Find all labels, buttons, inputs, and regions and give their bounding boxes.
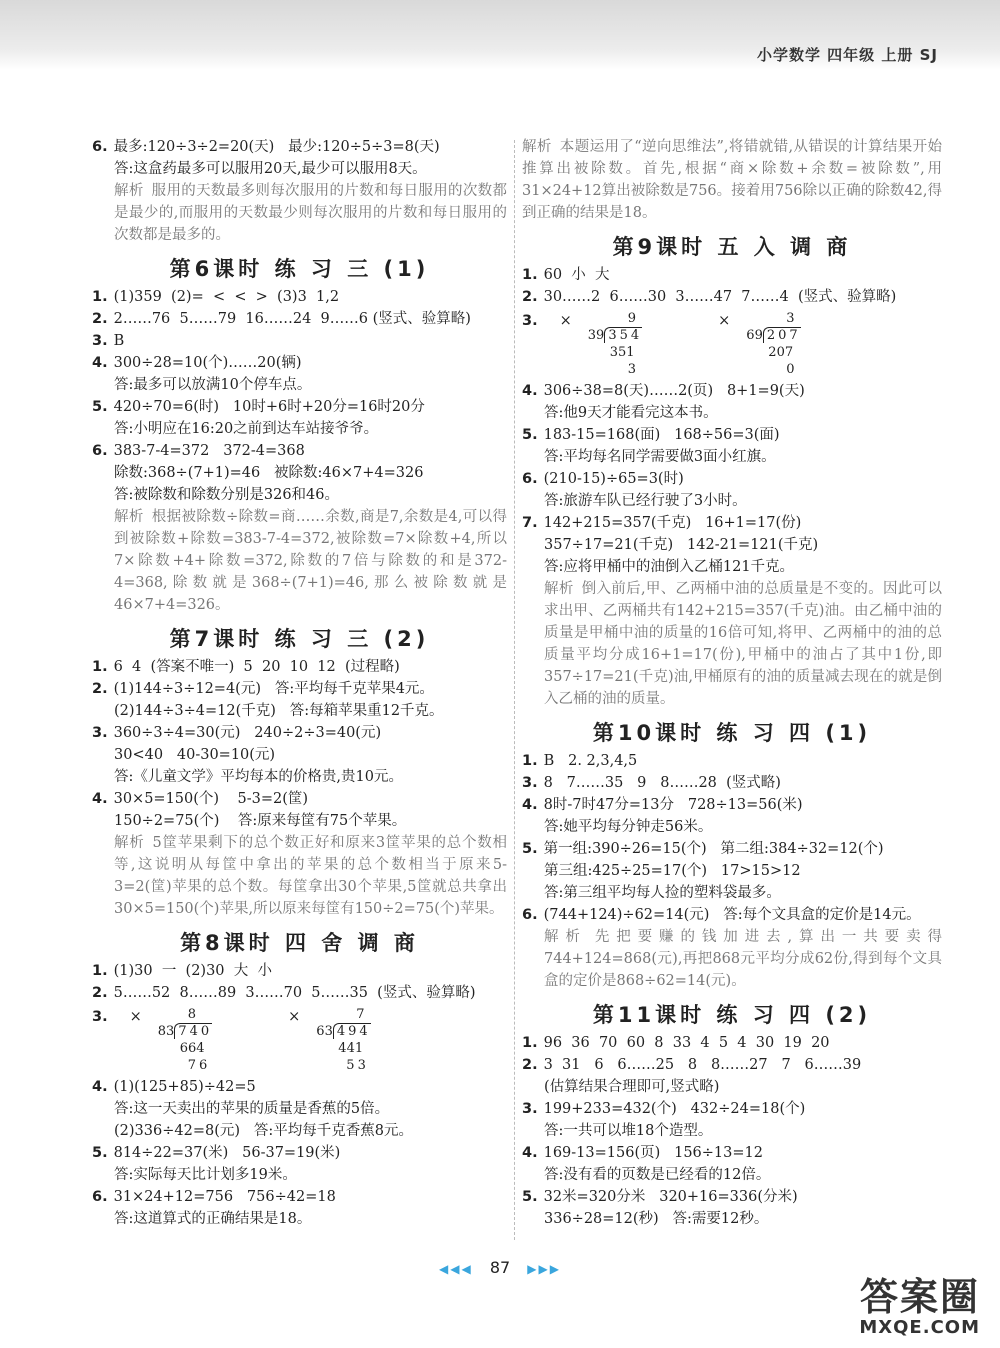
answer-line: [92, 960, 507, 982]
answer-line: [92, 440, 507, 462]
answer-text: 答:第三组平均每人捡的塑料袋最多。: [544, 885, 781, 901]
question-number: 4.: [522, 797, 538, 813]
answer-text: 30<40 40-30=10(元): [114, 747, 276, 763]
answer-line: [522, 1054, 942, 1076]
answer-text: (1)(125+85)÷42=5: [113, 1079, 256, 1095]
answer-line: [522, 882, 942, 904]
long-division-4: 3 69 207 207 0: [746, 311, 801, 377]
answer-line: [92, 418, 507, 440]
prev-arrows-icon: ◀◀◀: [439, 1262, 473, 1276]
section-title-lesson-9: 第9课时 五 入 调 商: [612, 235, 852, 259]
answer-line: [522, 286, 942, 308]
page-footer: [0, 1258, 1000, 1277]
answer-text: 60 小 大: [543, 267, 610, 283]
answer-line: [522, 1208, 942, 1230]
answer-line: [522, 794, 942, 816]
question-number: 3.: [522, 1101, 538, 1117]
answer-text: 答:应将甲桶中的油倒入乙桶121千克。: [544, 559, 795, 575]
question-number: 3.: [92, 725, 108, 741]
answer-line: [522, 556, 942, 578]
answer-line: [522, 1164, 942, 1186]
page-number: 87: [489, 1258, 511, 1277]
answer-text: (1)144÷3÷12=4(元) 答:平均每千克苹果4元。: [113, 681, 434, 697]
lesson-9-answers-2: [522, 380, 942, 578]
answer-line: [92, 352, 507, 374]
answer-line: [92, 462, 507, 484]
answer-text: 360÷3÷4=30(元) 240÷2÷3=40(元): [113, 725, 382, 741]
section-title-lesson-11: 第11课时 练 习 四 (2): [592, 1003, 872, 1027]
answer-text: 答:她平均每分钟走56米。: [544, 819, 713, 835]
right-column: [522, 136, 942, 1230]
left-q6-analysis: 解析 服用的天数最多则每次服用的片数和每日服用的次数都是最少的,而服用的天数最少则每次服用的片数和每日服用的次数都是最多的。: [114, 183, 507, 243]
answer-text: 8 7……35 9 8……28 (竖式略): [543, 775, 781, 791]
lesson-6-analysis: 解析 根据被除数÷除数=商……余数,商是7,余数是4,可以得到被除数+除数=383-7-4=372,被除数=7×除数+4,所以7×除数+4+除数=372,除数的7倍与除数的和是372-4=368,除数就是368÷(7+1)=46,那么被除数就是46×7+4=326。: [114, 509, 508, 613]
answer-line: [522, 380, 942, 402]
question-number: 4.: [92, 791, 108, 807]
answer-line: [522, 402, 942, 424]
answer-line: [92, 1164, 507, 1186]
answer-text: 答:被除数和除数分别是326和46。: [114, 487, 340, 503]
answer-line: [522, 1186, 942, 1208]
answer-line: [522, 446, 942, 468]
answer-text: 答:这道算式的正确结果是18。: [114, 1211, 312, 1227]
answer-text: B: [113, 333, 125, 349]
answer-text: 5……52 8……89 3……70 5……35 (竖式、验算略): [113, 985, 476, 1001]
answer-line: [522, 860, 942, 882]
left-q6-line1: 6. 最多:120÷3÷2=20(天) 最少:120÷5÷3=8(天): [92, 139, 440, 155]
question-number: 4.: [92, 1079, 108, 1095]
answer-line: [92, 1120, 507, 1142]
question-number: 1.: [92, 289, 108, 305]
answer-text: (2)144÷3÷4=12(千克) 答:每箱苹果重12千克。: [114, 703, 444, 719]
question-number: 5.: [92, 399, 108, 415]
question-number: 6.: [92, 443, 108, 459]
question-number: 4.: [92, 355, 108, 371]
question-number: 2.: [92, 985, 108, 1001]
answer-text: 第一组:390÷26=15(个) 第二组:384÷32=12(个): [543, 841, 884, 857]
answer-text: 第三组:425÷25=17(个) 17>15>12: [544, 863, 801, 879]
answer-text: 306÷38=8(天)……2(页) 8+1=9(天): [543, 383, 805, 399]
lesson-10-answers: [522, 750, 942, 926]
answer-text: 383-7-4=372 372-4=368: [113, 443, 305, 459]
question-number: 2.: [522, 289, 538, 305]
answer-line: [92, 374, 507, 396]
answer-text: 3 31 6 6……25 8 8……27 7 6……39: [543, 1057, 862, 1073]
answer-text: 答:实际每天比计划多19米。: [114, 1167, 297, 1183]
question-number: 6.: [522, 907, 538, 923]
answer-text: 答:平均每名同学需要做3面小红旗。: [544, 449, 776, 465]
answer-text: 183-15=168(面) 168÷56=3(面): [543, 427, 780, 443]
answer-text: 答:小明应在16:20之前到达车站接爷爷。: [114, 421, 379, 437]
answer-text: 答:一共可以堆18个造型。: [544, 1123, 713, 1139]
question-number: 7.: [522, 515, 538, 531]
question-number: 2.: [522, 1057, 538, 1073]
answer-line: [522, 1032, 942, 1054]
answer-line: [92, 308, 507, 330]
answer-line: [92, 788, 507, 810]
answer-text: 814÷22=37(米) 56-37=19(米): [113, 1145, 341, 1161]
answer-text: (1)359 (2)= < < > (3)3 1,2: [113, 289, 340, 305]
question-number: 4.: [522, 1145, 538, 1161]
answer-line: [522, 1076, 942, 1098]
answer-line: [92, 1208, 507, 1230]
answer-text: 31×24+12=756 756÷42=18: [113, 1189, 336, 1205]
question-number: 2.: [92, 681, 108, 697]
question-number: 5.: [522, 427, 538, 443]
answer-line: [522, 1120, 942, 1142]
answer-line: [522, 424, 942, 446]
answer-line: [522, 772, 942, 794]
answer-text: 2……76 5……79 16……24 9……6 (竖式、验算略): [113, 311, 471, 327]
right-top-analysis: 解析 本题运用了“逆向思维法”,将错就错,从错误的计算结果开始推算出被除数。首先,根据“商×除数+余数=被除数”,用31×24+12算出被除数是756。接着用756除以正确的除数42,得到正确的结果是18。: [522, 139, 943, 221]
next-arrows-icon: ▶▶▶: [527, 1262, 561, 1276]
answer-text: (估算结果合理即可,竖式略): [544, 1079, 720, 1095]
answer-line: [92, 722, 507, 744]
question-number: 1.: [92, 963, 108, 979]
lesson-8-q3-long-division: 3. × 8 83 740 664 76 × 7 63 494 441 53: [92, 1007, 371, 1073]
answer-text: 142+215=357(千克) 16+1=17(份): [543, 515, 802, 531]
lesson-8-answers-2: [92, 1076, 507, 1230]
answer-text: 199+233=432(个) 432÷24=18(个): [543, 1101, 806, 1117]
question-number: 3.: [92, 333, 108, 349]
answer-text: 答:最多可以放满10个停车点。: [114, 377, 312, 393]
answer-line: [522, 264, 942, 286]
answer-text: 6 4 (答案不唯一) 5 20 10 12 (过程略): [113, 659, 400, 675]
answer-line: [522, 512, 942, 534]
answer-text: (744+124)÷62=14(元) 答:每个文具盒的定价是14元。: [543, 907, 921, 923]
header-title: 小学数学 四年级 上册 SJ: [756, 46, 938, 64]
question-number: 5.: [92, 1145, 108, 1161]
page-header: [0, 0, 1000, 70]
lesson-7-answers: [92, 656, 507, 832]
answer-text: 答:旅游车队已经行驶了3小时。: [544, 493, 747, 509]
question-number: 2.: [92, 311, 108, 327]
answer-text: 30……2 6……30 3……47 7……4 (竖式、验算略): [543, 289, 897, 305]
answer-line: [522, 1142, 942, 1164]
lesson-9-q3-long-division: 3. × 9 39 354 351 3 × 3 69 207 207 0: [522, 311, 801, 377]
watermark-logo: [859, 1277, 980, 1338]
answer-text: 32米=320分米 320+16=336(分米): [543, 1189, 798, 1205]
column-divider: [514, 140, 515, 1240]
answer-text: 除数:368÷(7+1)=46 被除数:46×7+4=326: [114, 465, 424, 481]
answer-text: 96 36 70 60 8 33 4 5 4 30 19 20: [543, 1035, 830, 1051]
answer-line: [92, 766, 507, 788]
answer-text: 336÷28=12(秒) 答:需要12秒。: [544, 1211, 769, 1227]
answer-line: [92, 396, 507, 418]
answer-line: [92, 1142, 507, 1164]
answer-line: [92, 678, 507, 700]
answer-text: 答:这一天卖出的苹果的质量是香蕉的5倍。: [114, 1101, 390, 1117]
answer-text: 300÷28=10(个)……20(辆): [113, 355, 302, 371]
question-number: 1.: [522, 753, 538, 769]
left-column: [92, 136, 507, 1230]
lesson-9-answers: [522, 264, 942, 308]
section-title-lesson-8: 第8课时 四 舍 调 商: [180, 931, 419, 955]
long-division-1: 8 83 740 664 76: [157, 1007, 213, 1073]
section-title-lesson-7: 第7课时 练 习 三 (2): [169, 627, 430, 651]
answer-line: [92, 286, 507, 308]
section-title-lesson-10: 第10课时 练 习 四 (1): [592, 721, 872, 745]
answer-text: (210-15)÷65=3(时): [543, 471, 684, 487]
answer-text: 答:《儿童文学》平均每本的价格贵,贵10元。: [114, 769, 403, 785]
answer-line: [92, 1098, 507, 1120]
answer-line: [522, 468, 942, 490]
lesson-10-analysis: 解析 先把要赚的钱加进去,算出一共要卖得744+124=868(元),再把868元平均分成62份,得到每个文具盒的定价是868÷62=14(元)。: [544, 929, 943, 989]
lesson-6-answers: [92, 286, 507, 506]
long-division-3: 9 39 354 351 3: [587, 311, 643, 377]
answer-line: [522, 904, 942, 926]
answer-line: [522, 816, 942, 838]
question-number: 1.: [522, 1035, 538, 1051]
answer-text: 答:没有看的页数是已经看的12倍。: [544, 1167, 771, 1183]
question-number: 6.: [92, 1189, 108, 1205]
answer-text: B 2. 2,3,4,5: [543, 753, 638, 769]
answer-line: [92, 1076, 507, 1098]
question-number: 1.: [522, 267, 538, 283]
lesson-7-analysis: 解析 5筐苹果剩下的总个数正好和原来3筐苹果的总个数相等,这说明从每筐中拿出的苹果的总个数相当于原来5-3=2(筐)苹果的总个数。每筐拿出30个苹果,5筐就总共拿出30×5=150(个)苹果,所以原来每筐有150÷2=75(个)苹果。: [114, 835, 507, 917]
watermark-top: 答案圈: [859, 1275, 980, 1319]
lesson-8-answers: [92, 960, 507, 1004]
answer-text: 30×5=150(个) 5-3=2(筐): [113, 791, 309, 807]
answer-text: 357÷17=21(千克) 142-21=121(千克): [544, 537, 819, 553]
answer-line: [92, 810, 507, 832]
question-number: 4.: [522, 383, 538, 399]
answer-line: [522, 534, 942, 556]
answer-line: [522, 750, 942, 772]
answer-line: [92, 982, 507, 1004]
long-division-2: 7 63 494 441 53: [316, 1007, 371, 1073]
answer-line: [92, 330, 507, 352]
answer-line: [92, 744, 507, 766]
answer-text: 420÷70=6(时) 10时+6时+20分=16时20分: [113, 399, 425, 415]
answer-line: [92, 656, 507, 678]
lesson-9-analysis: 解析 倒入前后,甲、乙两桶中油的总质量是不变的。因此可以求出甲、乙两桶共有142+215=357(千克)油。由乙桶中油的质量是甲桶中油的质量的16倍可知,将甲、乙两桶中的油的总质量平均分成16+1=17(份),甲桶中的油占了其中1份,即357÷17=21(千克)油,甲桶原有的油的质量减去现在的就是倒入乙桶的油的质量。: [544, 581, 943, 707]
lesson-11-answers: [522, 1032, 942, 1230]
question-number: 5.: [522, 841, 538, 857]
question-number: 3.: [522, 775, 538, 791]
watermark-bottom: MXQE.COM: [859, 1317, 980, 1338]
left-q6-line2: 答:这盒药最多可以服用20天,最少可以服用8天。: [114, 161, 427, 177]
answer-text: 8时-7时47分=13分 728÷13=56(米): [543, 797, 803, 813]
section-title-lesson-6: 第6课时 练 习 三 (1): [169, 257, 430, 281]
answer-line: [522, 838, 942, 860]
answer-line: [92, 1186, 507, 1208]
answer-text: 答:他9天才能看完这本书。: [544, 405, 718, 421]
answer-line: [92, 484, 507, 506]
answer-line: [92, 700, 507, 722]
question-number: 6.: [522, 471, 538, 487]
answer-text: 150÷2=75(个) 答:原来每筐有75个苹果。: [114, 813, 407, 829]
answer-text: (1)30 一 (2)30 大 小: [113, 963, 272, 979]
answer-line: [522, 1098, 942, 1120]
question-number: 5.: [522, 1189, 538, 1205]
question-number: 1.: [92, 659, 108, 675]
answer-text: 169-13=156(页) 156÷13=12: [543, 1145, 763, 1161]
answer-text: (2)336÷42=8(元) 答:平均每千克香蕉8元。: [114, 1123, 413, 1139]
answer-line: [522, 490, 942, 512]
